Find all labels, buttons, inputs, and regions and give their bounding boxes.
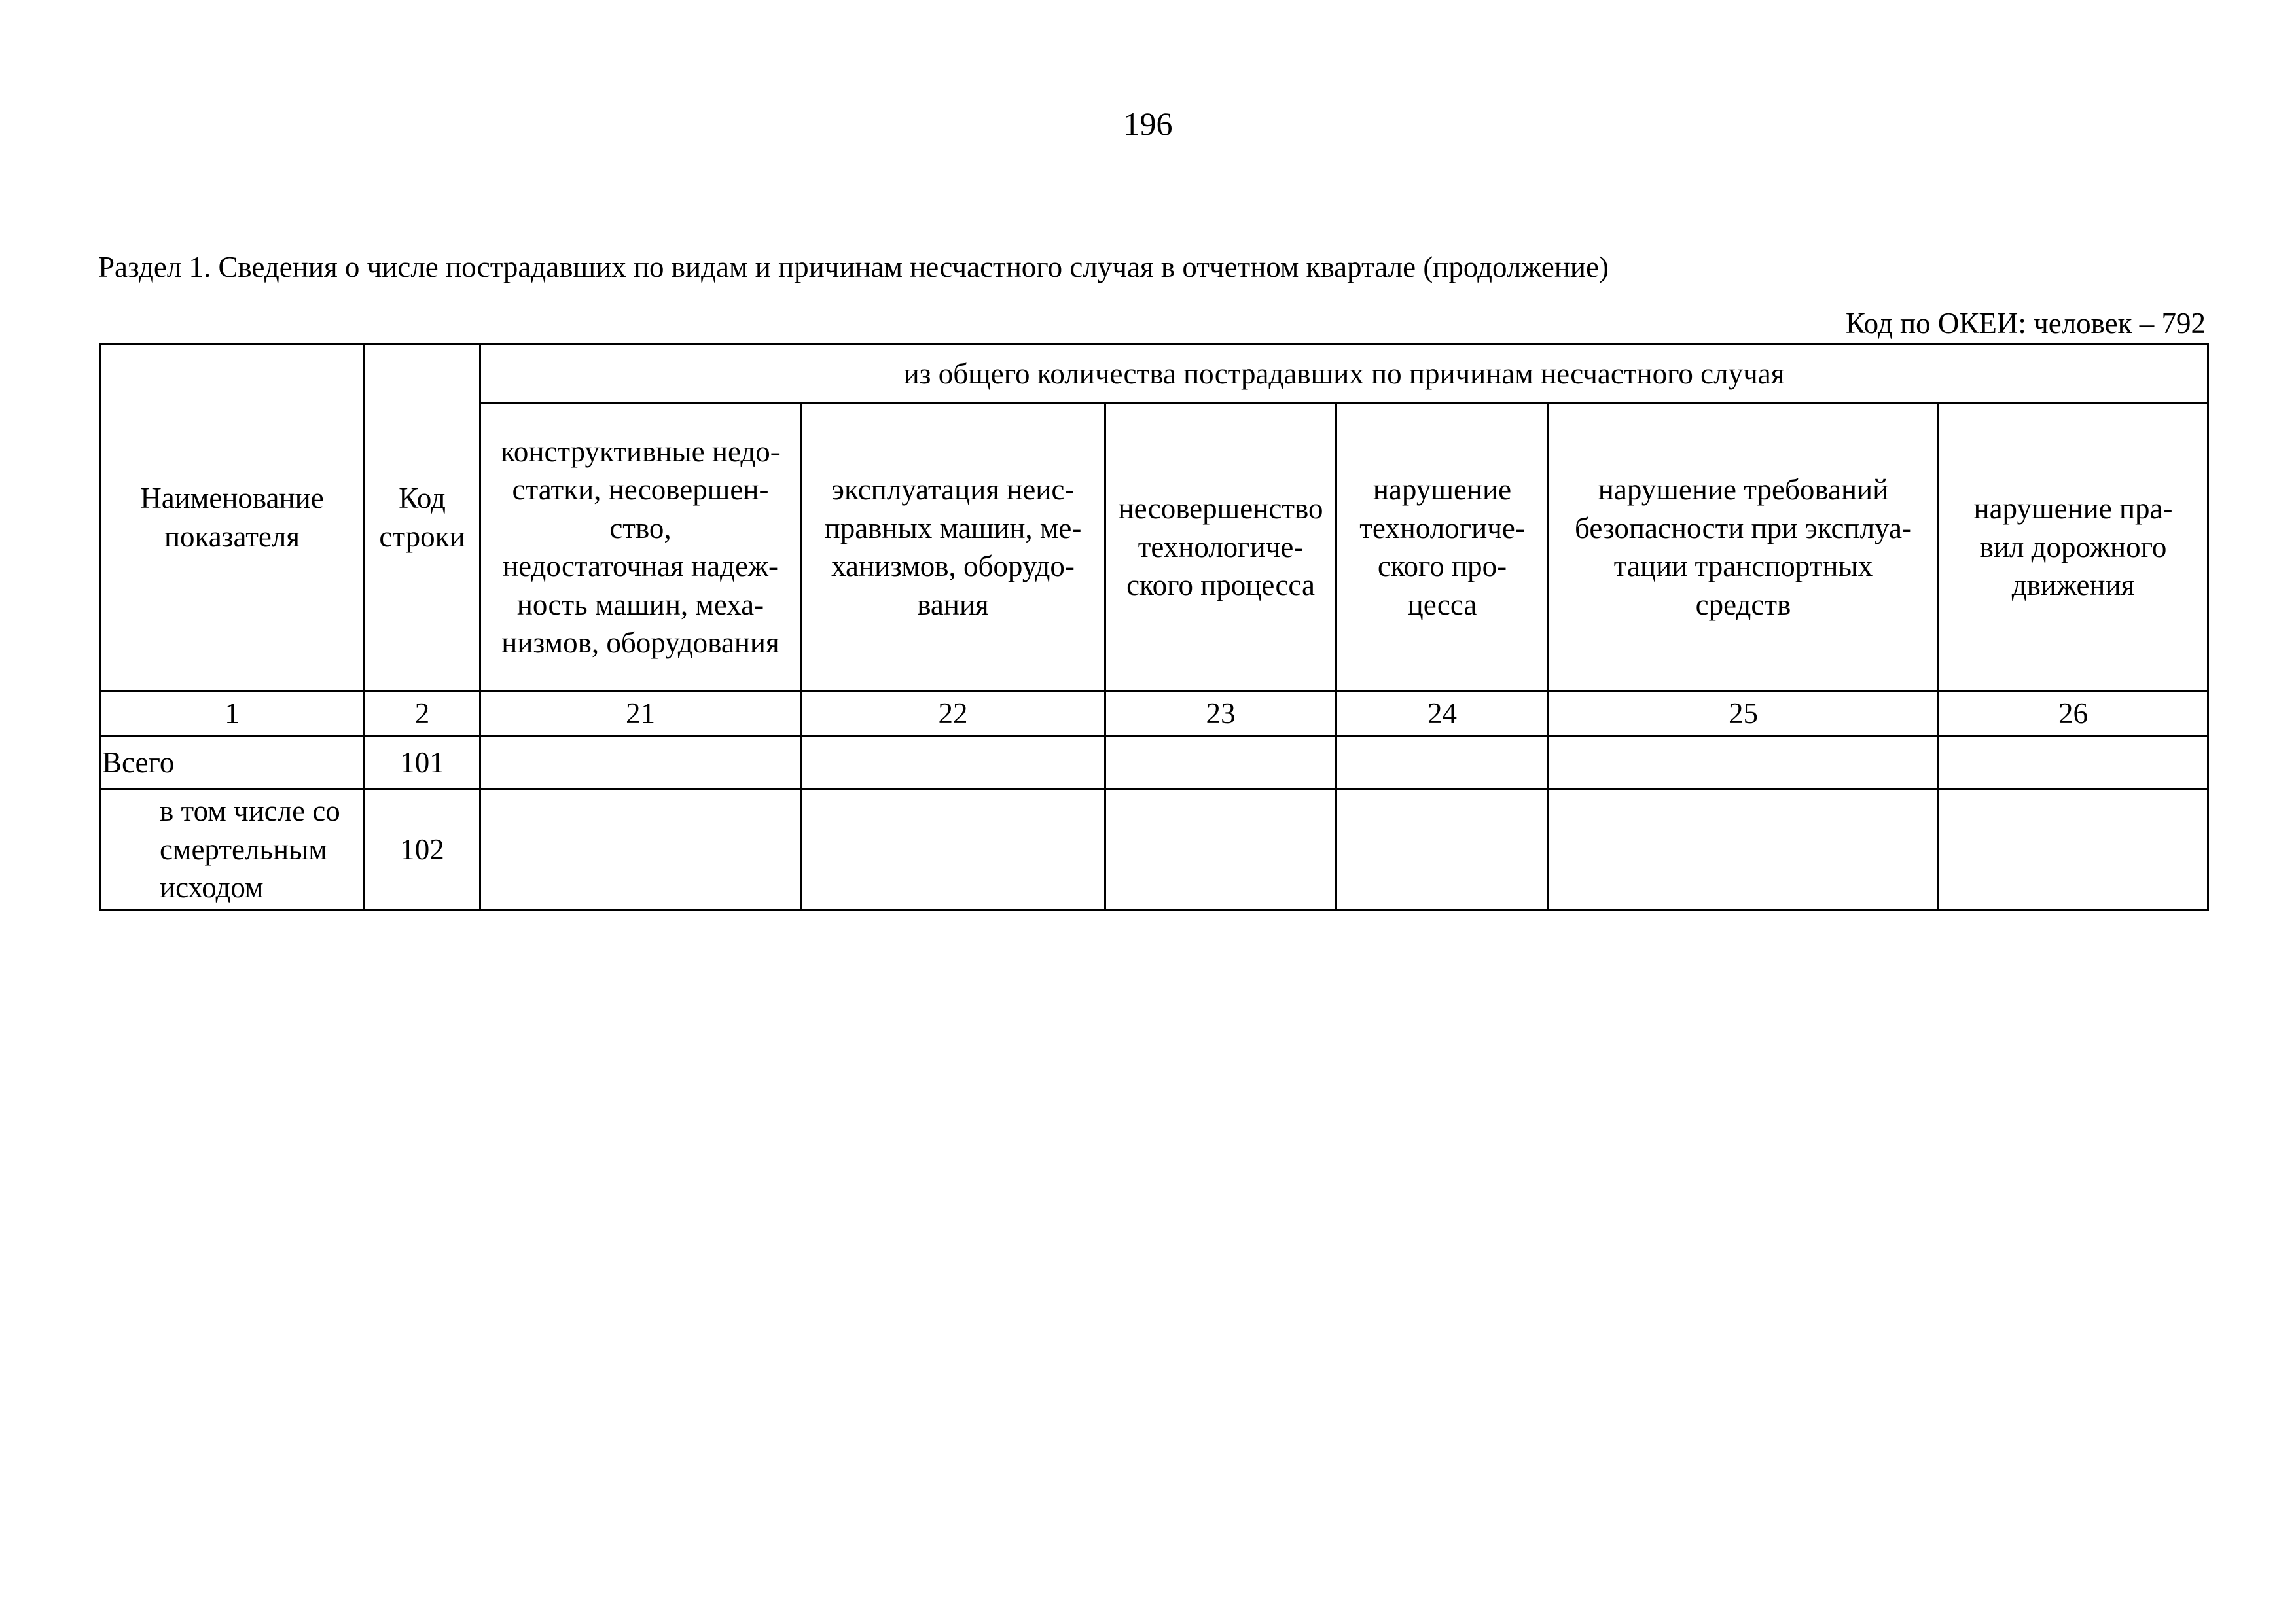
data-cell[interactable] [1939,789,2208,910]
row-code: 102 [365,789,480,910]
data-cell[interactable] [801,789,1105,910]
row-name: в том числе со смертельным исходом [100,789,365,910]
section-title: Раздел 1. Сведения о числе пострадавших по видам и причинам несчастного случая в отчетном квартале (продолжение) [98,251,1609,283]
data-cell[interactable] [1336,789,1549,910]
data-cell[interactable] [1549,789,1939,910]
header-col-21: конструктивные недо- статки, несовершен- ство, недостаточная надеж- ность машин, меха- низмов, оборудования [480,404,801,691]
column-number: 26 [1939,691,2208,736]
table-row-fatal [100,789,2208,910]
data-cell[interactable] [1939,736,2208,789]
page-number: 196 [1123,105,1173,142]
data-cell[interactable] [1105,736,1336,789]
header-col-25: нарушение требований безопасности при эксплуа- тации транспортных средств [1549,404,1939,691]
report-table [99,343,2209,911]
data-cell[interactable] [1336,736,1549,789]
data-cell[interactable] [801,736,1105,789]
table-row-total [100,736,2208,789]
column-number: 21 [480,691,801,736]
data-cell[interactable] [480,789,801,910]
header-col-22: эксплуатация неис- правных машин, ме- ханизмов, оборудо- вания [801,404,1105,691]
column-number: 22 [801,691,1105,736]
okei-code: Код по ОКЕИ: человек – 792 [1845,307,2206,340]
header-code: Код строки [365,344,480,691]
data-cell[interactable] [1549,736,1939,789]
row-name: Всего [100,736,365,789]
column-number: 23 [1105,691,1336,736]
header-group: из общего количества пострадавших по причинам несчастного случая [480,344,2208,404]
header-col-26: нарушение пра- вил дорожного движения [1939,404,2208,691]
header-col-23: несовершенство технологиче- ского процесса [1105,404,1336,691]
row-code: 101 [365,736,480,789]
data-cell[interactable] [1105,789,1336,910]
column-number: 1 [100,691,365,736]
header-col-24: нарушение технологиче- ского про- цесса [1336,404,1549,691]
column-number: 25 [1549,691,1939,736]
column-number: 24 [1336,691,1549,736]
column-numbers-row [100,691,2208,736]
data-cell[interactable] [480,736,801,789]
header-name: Наименование показателя [100,344,365,691]
header-row-group [100,344,2208,404]
column-number: 2 [365,691,480,736]
